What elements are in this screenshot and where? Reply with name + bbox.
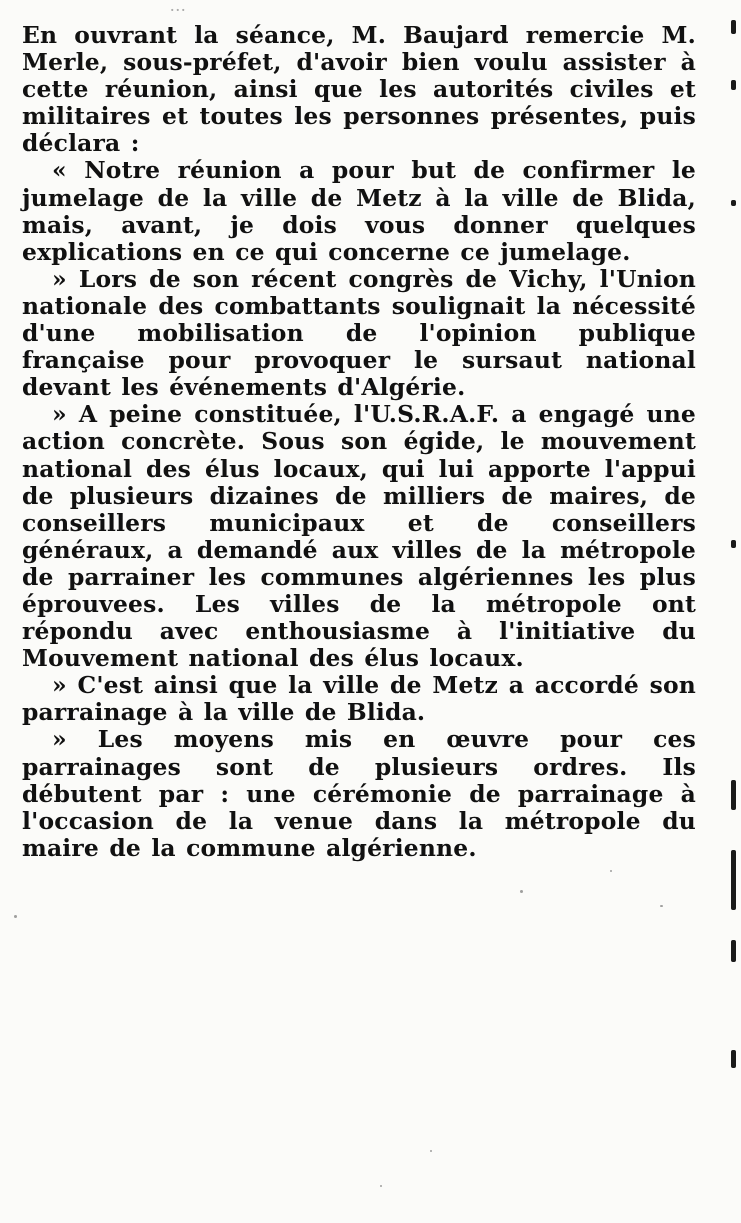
paragraph-opening: En ouvrant la séance, M. Baujard remercie M. Merle, sous-préfet, d'avoir bien voulu assister à cette réunion, ainsi que les autorités civiles et militaires et toutes les personnes présentes, puis déclara : bbox=[22, 21, 696, 158]
scan-speck bbox=[520, 890, 523, 893]
paragraph-vichy-congress: » Lors de son récent congrès de Vichy, l'Union nationale des combattants soulignait la nécessité d'une mobilisation de l'opinion publique française pour provoquer le sursaut national devant les événements d'Algérie. bbox=[22, 264, 696, 402]
scan-speck bbox=[610, 870, 612, 872]
paragraph-means: » Les moyens mis en œuvre pour ces parrainages sont de plusieurs ordres. Ils débutent par : une cérémonie de parrainage à l'occasion de la venue dans la métropole du maire de la commune algérienne. bbox=[22, 725, 696, 862]
paragraph-purpose: « Notre réunion a pour but de confirmer le jumelage de la ville de Metz à la ville de Blida, mais, avant, je dois vous donner quelques explications en ce qui concerne ce jumelage. bbox=[22, 156, 696, 266]
scan-edge-marks bbox=[731, 20, 737, 1130]
scan-speck bbox=[430, 1150, 432, 1152]
article-column bbox=[22, 22, 696, 862]
paragraph-usraf-action: » A peine constituée, l'U.S.R.A.F. a engagé une action concrète. Sous son égide, le mouvement national des élus locaux, qui lui apporte l'appui de plusieurs dizaines de milliers de maires, de conseillers municipaux et de conseillers généraux, a demandé aux villes de la métropole de parrainer les communes algériennes les plus éprouvees. Les villes de la métropole ont répondu avec enthousiasme à l'initiative du Mouvement national des élus locaux. bbox=[22, 400, 696, 673]
top-text-fragment: ... bbox=[170, 0, 187, 14]
paragraph-metz-blida: » C'est ainsi que la ville de Metz a accordé son parrainage à la ville de Blida. bbox=[22, 671, 696, 727]
scan-speck bbox=[14, 915, 17, 918]
scan-speck bbox=[660, 905, 663, 907]
scan-speck bbox=[380, 1185, 382, 1187]
